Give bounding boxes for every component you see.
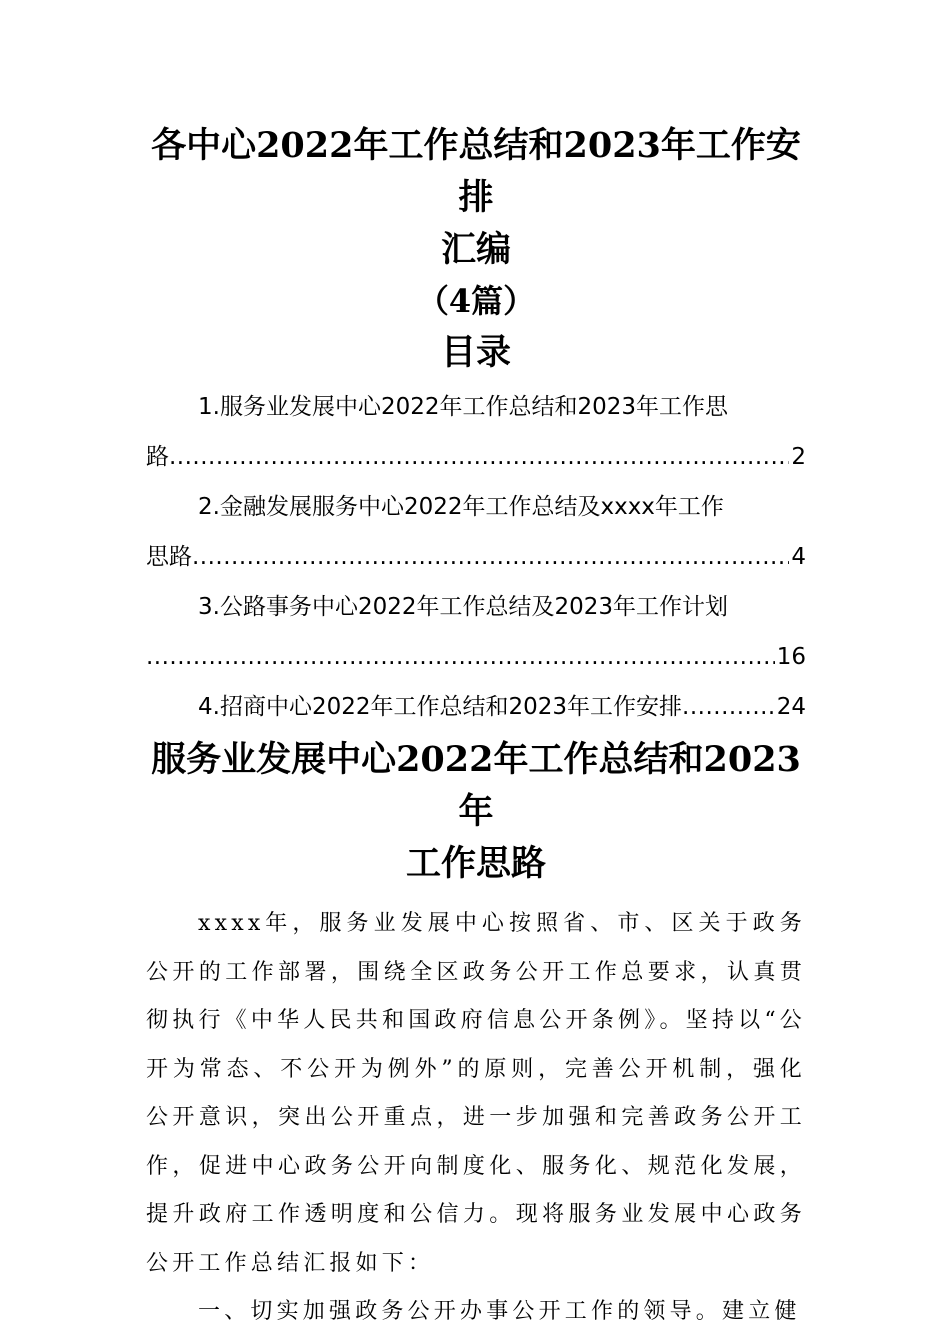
toc-entry-title: 3.公路事务中心2022年工作总结及2023年工作计划 bbox=[198, 594, 729, 620]
body-paragraph-1: xxxx年，服务业发展中心按照省、市、区关于政务公开的工作部署，围绕全区政务公开工作总要求，认真贯彻执行《中华人民共和国政府信息公开条例》。坚持以“公开为常态、不公开为例外”的原则，完善公开机制，强化公开意识，突出公开重点，进一步加强和完善政务公开工作，促进中心政务公开向制度化、服务化、规范化发展，提升政府工作透明度和公信力。现将服务业发展中心政务公开工作总结汇报如下： bbox=[146, 911, 806, 1276]
toc-page-number: 4 bbox=[791, 544, 806, 570]
toc-entry-1[interactable] bbox=[146, 382, 806, 482]
toc-entry-4[interactable] bbox=[146, 682, 806, 732]
toc-entry-title-cont: 路 bbox=[146, 444, 169, 470]
section-title-line-2: 工作思路 bbox=[405, 843, 546, 884]
toc-entry-title: 1.服务业发展中心2022年工作总结和2023年工作思 bbox=[198, 394, 729, 420]
toc-leader-dots bbox=[169, 432, 789, 482]
article-count: （4篇） bbox=[416, 282, 536, 320]
toc-page-number: 16 bbox=[776, 644, 806, 670]
toc-heading: 目录 bbox=[440, 332, 511, 373]
page-content bbox=[146, 120, 806, 1337]
section-title bbox=[146, 734, 806, 890]
toc-entry-title: 2.金融发展服务中心2022年工作总结及xxxx年工作 bbox=[198, 494, 724, 520]
toc-entry-title: 4.招商中心2022年工作总结和2023年工作安排 bbox=[198, 694, 683, 720]
toc-entry-3[interactable] bbox=[146, 582, 806, 682]
toc-page-number: 2 bbox=[791, 444, 806, 470]
section-title-line-1: 服务业发展中心2022年工作总结和2023年 bbox=[151, 739, 801, 832]
toc-leader-dots bbox=[146, 632, 775, 682]
toc-page-number: 24 bbox=[776, 694, 806, 720]
document-title-line-1: 各中心2022年工作总结和2023年工作安排 bbox=[151, 125, 801, 218]
body-paragraph-2: 一、切实加强政务公开办事公开工作的领导。建立健 bbox=[198, 1299, 801, 1324]
document-title bbox=[146, 120, 806, 276]
table-of-contents bbox=[146, 382, 806, 732]
toc-entry-2[interactable] bbox=[146, 482, 806, 582]
document-title-line-2: 汇编 bbox=[440, 229, 511, 270]
toc-leader-dots bbox=[192, 532, 789, 582]
toc-entry-title-cont: 思路 bbox=[146, 544, 192, 570]
toc-leader-dots bbox=[682, 682, 775, 732]
